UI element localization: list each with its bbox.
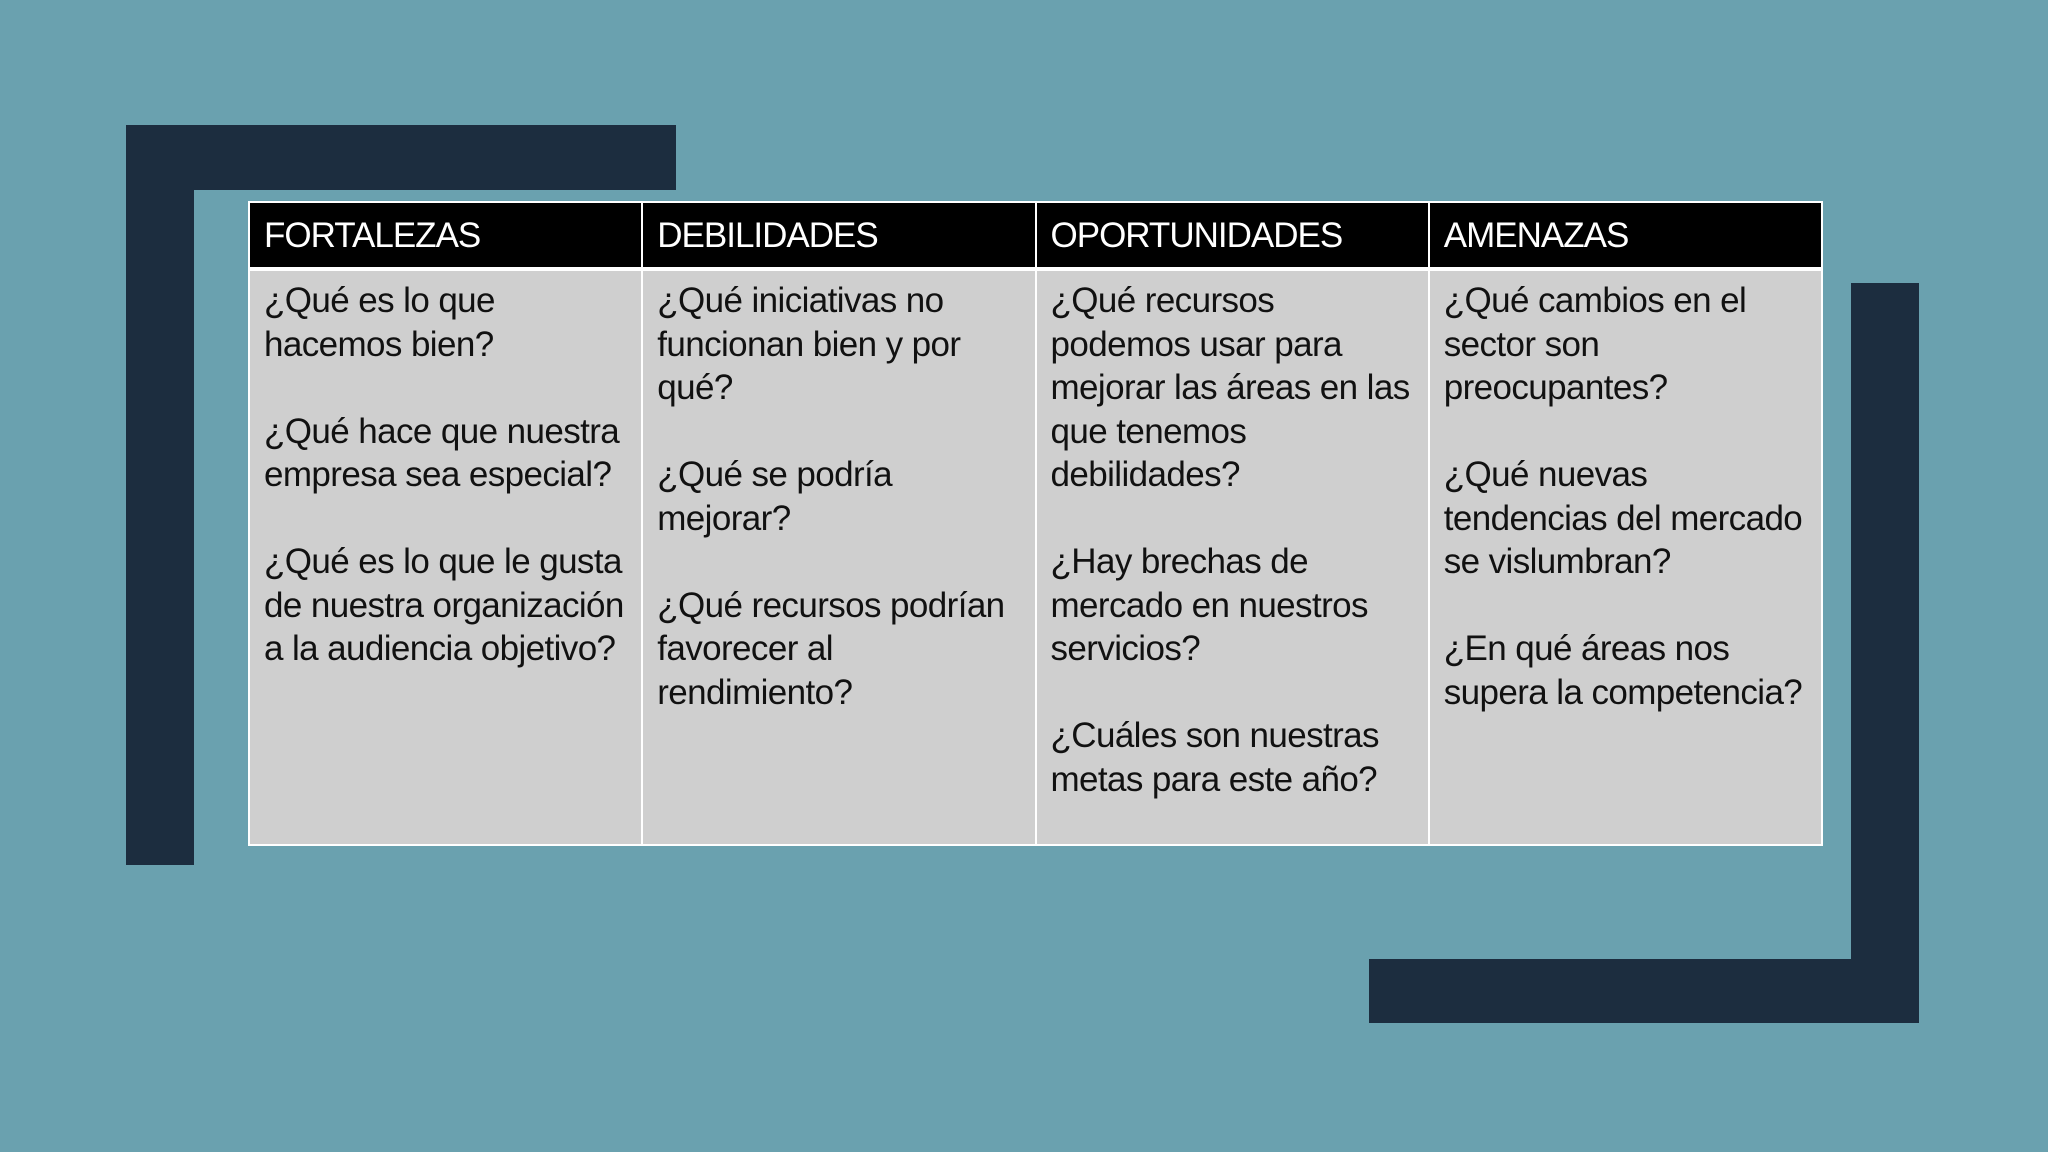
swot-header-row — [249, 202, 1822, 269]
question-text: ¿Qué se podría mejorar? — [657, 455, 893, 538]
cell-amenazas — [1429, 269, 1822, 845]
header-amenazas: AMENAZAS — [1429, 202, 1822, 269]
question-text: ¿Qué iniciativas no funcionan bien y por qué? — [657, 281, 961, 407]
question-text: ¿Qué es lo que le gusta de nuestra organización a la audiencia objetivo? — [264, 542, 624, 668]
corner-bracket-bottom-right-horizontal — [1369, 959, 1919, 1023]
question-text: ¿Qué recursos podemos usar para mejorar las áreas en las que tenemos debilidades? — [1050, 281, 1410, 494]
header-oportunidades: OPORTUNIDADES — [1036, 202, 1429, 269]
question-text: ¿Qué nuevas tendencias del mercado se vislumbran? — [1443, 455, 1803, 581]
swot-table — [248, 201, 1823, 846]
cell-debilidades — [642, 269, 1035, 845]
corner-bracket-top-left-vertical — [126, 125, 194, 865]
header-fortalezas: FORTALEZAS — [249, 202, 642, 269]
question-text: ¿Qué hace que nuestra empresa sea especial? — [264, 411, 620, 494]
swot-body-row — [249, 269, 1822, 845]
question-text: ¿Cuáles son nuestras metas para este año? — [1050, 716, 1379, 799]
question-text: ¿En qué áreas nos supera la competencia? — [1443, 629, 1803, 712]
header-debilidades: DEBILIDADES — [642, 202, 1035, 269]
corner-bracket-top-left-horizontal — [126, 125, 676, 190]
question-text: ¿Qué cambios en el sector son preocupantes? — [1443, 281, 1747, 407]
question-text: ¿Qué recursos podrían favorecer al rendimiento? — [657, 585, 1005, 712]
cell-oportunidades — [1036, 269, 1429, 845]
corner-bracket-bottom-right-vertical — [1851, 283, 1919, 1023]
question-text: ¿Qué es lo que hacemos bien? — [264, 281, 495, 364]
cell-fortalezas — [249, 269, 642, 845]
question-text: ¿Hay brechas de mercado en nuestros servicios? — [1050, 542, 1368, 668]
